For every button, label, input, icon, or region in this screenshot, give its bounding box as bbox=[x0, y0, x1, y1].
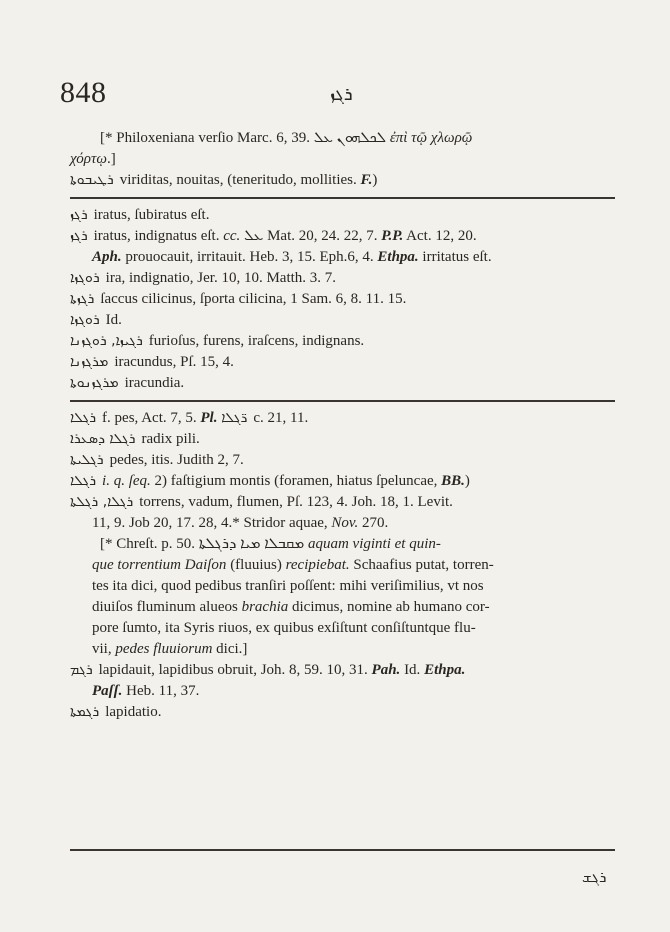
entry-line: ܪܛܝܒܘܬܐ viriditas, nouitas, (teneritudo, mollities. F.) bbox=[70, 172, 378, 188]
catchword: ܪܓܫ bbox=[582, 868, 607, 886]
section-rule bbox=[70, 197, 615, 199]
entry-line: 11, 9. Job 20, 17. 28, 4.* Stridor aquae, Nov. 270. bbox=[92, 515, 389, 531]
entry-line: que torrentium Daiſon (fluuius) recipiebat. Schaafius putat, torren- bbox=[92, 557, 494, 573]
entry-line: [* Chreſt. p. 50. ܡܩܒܠܐ ܡܝܐ ܕܪܓܠܬܐ aquam viginti et quin- bbox=[100, 536, 441, 552]
entry-line: ܪܓܡ lapidauit, lapidibus obruit, Joh. 8, 59. 10, 31. Pah. Id. Ethpa. bbox=[70, 662, 466, 678]
page-number: 848 bbox=[60, 76, 107, 109]
entry-line: ܪܓܙܬܐ ſaccus cilicinus, ſporta cilicina, 1 Sam. 6, 8. 11. 15. bbox=[70, 291, 407, 307]
entry-line: ܪܓܡܬܐ lapidatio. bbox=[70, 704, 162, 720]
entry-line: ܪܓܠܐ f. pes, Act. 7, 5. Pl. ܪ̈ܓܠܐ c. 21, 11. bbox=[70, 410, 309, 426]
entry-line: ܡܪܓܙܢܐ iracundus, Pſ. 15, 4. bbox=[70, 354, 234, 370]
entry-line: ܪܘܓܙܐ Id. bbox=[70, 312, 122, 328]
entry-line: Aph. prouocauit, irritauit. Heb. 3, 15. Eph.6, 4. Ethpa. irritatus eſt. bbox=[92, 249, 492, 265]
entry-line: vii, pedes fluuiorum dici.] bbox=[92, 641, 248, 657]
entry-line: [* Philoxeniana verſio Marc. 6, 39. ܠܟܠܗܘܢ ܥܠ ἐπὶ τῷ χλωρῷ bbox=[100, 130, 473, 146]
entry-line: ܪܘܓܙܐ ira, indignatio, Jer. 10, 10. Matth. 3. 7. bbox=[70, 270, 337, 286]
section-rule bbox=[70, 400, 615, 402]
entry-list bbox=[70, 128, 615, 723]
entry-line: tes ita dici, quod pedibus tranſiri poſſent: mihi veriſimilius, vt nos bbox=[92, 578, 484, 594]
entry-line: ܪܓܙ iratus, indignatus eſt. cc. ܥܠ Mat. 20, 24. 22, 7. P.P. Act. 12, 20. bbox=[70, 228, 477, 244]
entry-line: ܪܓܝܙܐ, ܪܘܓܙܢܐ furioſus, furens, iraſcens, indignans. bbox=[70, 333, 365, 349]
entry-line: pore ſumto, ita Syris riuos, ex quibus exſiſtunt conſiſtuntque flu- bbox=[92, 620, 476, 636]
entry-line: ܪܓܙ iratus, ſubiratus eſt. bbox=[70, 207, 210, 223]
entry-line: ܪܓܠܐ i. q. ſeq. 2) faſtigium montis (foramen, hiatus ſpeluncae, BB.) bbox=[70, 473, 470, 489]
entry-line: χόρτῳ.] bbox=[70, 151, 116, 167]
bottom-rule bbox=[70, 849, 615, 851]
entry-line: ܪܓܠܝܬܐ pedes, itis. Judith 2, 7. bbox=[70, 452, 244, 468]
entry-line: ܪܓܠܐ, ܪܓܠܬܐ torrens, vadum, flumen, Pſ. 123, 4. Joh. 18, 1. Levit. bbox=[70, 494, 453, 510]
running-head-word: ܪܓܙ bbox=[330, 84, 353, 105]
entry-line: Paſſ. Heb. 11, 37. bbox=[92, 683, 200, 699]
entry-line: diuiſos fluminum alueos brachia dicimus, nomine ab humano cor- bbox=[92, 599, 490, 615]
entry-line: ܪܓܠܐ ܕܣܥܪܐ radix pili. bbox=[70, 431, 200, 447]
entry-line: ܡܪܓܙܢܘܬܐ iracundia. bbox=[70, 375, 185, 391]
